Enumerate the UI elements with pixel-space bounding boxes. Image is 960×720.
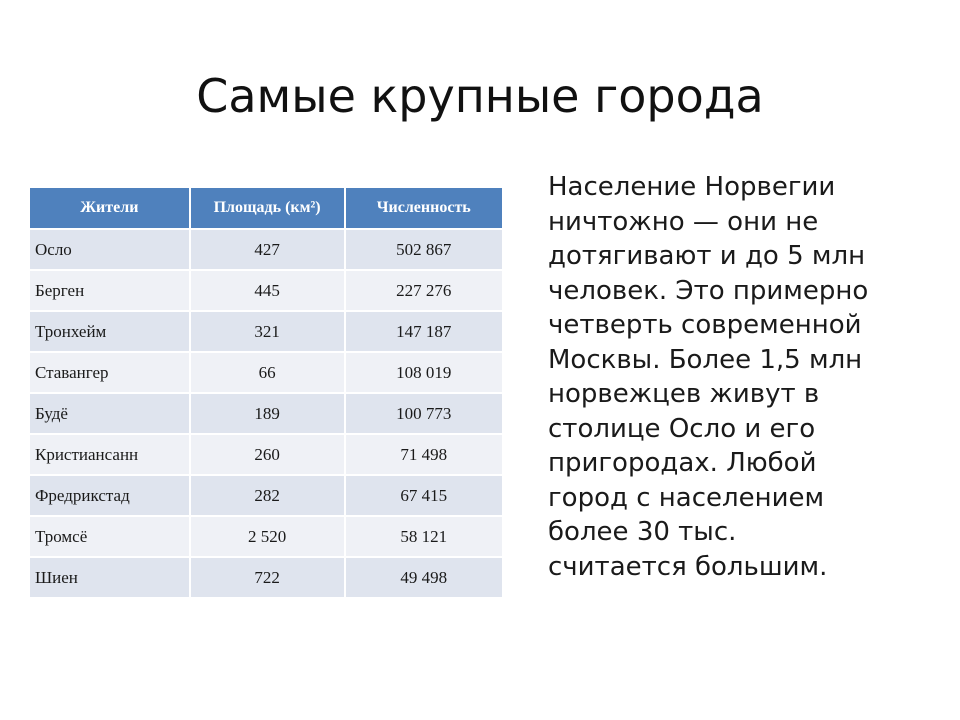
city-area: 2 520: [190, 516, 345, 557]
city-name: Осло: [30, 229, 190, 270]
table-row: [30, 516, 502, 557]
table-row: [30, 434, 502, 475]
city-population: 67 415: [345, 475, 502, 516]
city-population: 100 773: [345, 393, 502, 434]
city-name: Шиен: [30, 557, 190, 597]
city-name: Будё: [30, 393, 190, 434]
slide-title: Самые крупные города: [196, 69, 764, 123]
city-name: Берген: [30, 270, 190, 311]
city-area: 189: [190, 393, 345, 434]
city-population: 108 019: [345, 352, 502, 393]
city-area: 427: [190, 229, 345, 270]
city-area: 722: [190, 557, 345, 597]
city-name: Кристиансанн: [30, 434, 190, 475]
city-population: 502 867: [345, 229, 502, 270]
table-row: [30, 393, 502, 434]
city-area: 282: [190, 475, 345, 516]
city-area: 66: [190, 352, 345, 393]
body-text: Население Норвегии ничтожно — они не дотягивают и до 5 млн человек. Это примерно четверть современной Москвы. Более 1,5 млн норвежцев живут в столице Осло и его пригородах. Любой город с населением более 30 тыс. считается большим.: [548, 172, 869, 582]
table-row: [30, 557, 502, 597]
table-row: [30, 311, 502, 352]
cities-table: [30, 188, 502, 597]
city-name: Ставангер: [30, 352, 190, 393]
column-header-residents: Жители: [30, 188, 190, 229]
table-row: [30, 352, 502, 393]
city-name: Тронхейм: [30, 311, 190, 352]
city-population: 58 121: [345, 516, 502, 557]
city-area: 445: [190, 270, 345, 311]
city-population: 71 498: [345, 434, 502, 475]
column-header-population: Численность: [345, 188, 502, 229]
city-population: 227 276: [345, 270, 502, 311]
city-area: 260: [190, 434, 345, 475]
table-row: [30, 475, 502, 516]
table-header-row: [30, 188, 502, 229]
city-name: Фредрикстад: [30, 475, 190, 516]
table-row: [30, 270, 502, 311]
column-header-area: Площадь (км²): [190, 188, 345, 229]
city-name: Тромсё: [30, 516, 190, 557]
city-population: 147 187: [345, 311, 502, 352]
city-population: 49 498: [345, 557, 502, 597]
city-area: 321: [190, 311, 345, 352]
table-row: [30, 229, 502, 270]
